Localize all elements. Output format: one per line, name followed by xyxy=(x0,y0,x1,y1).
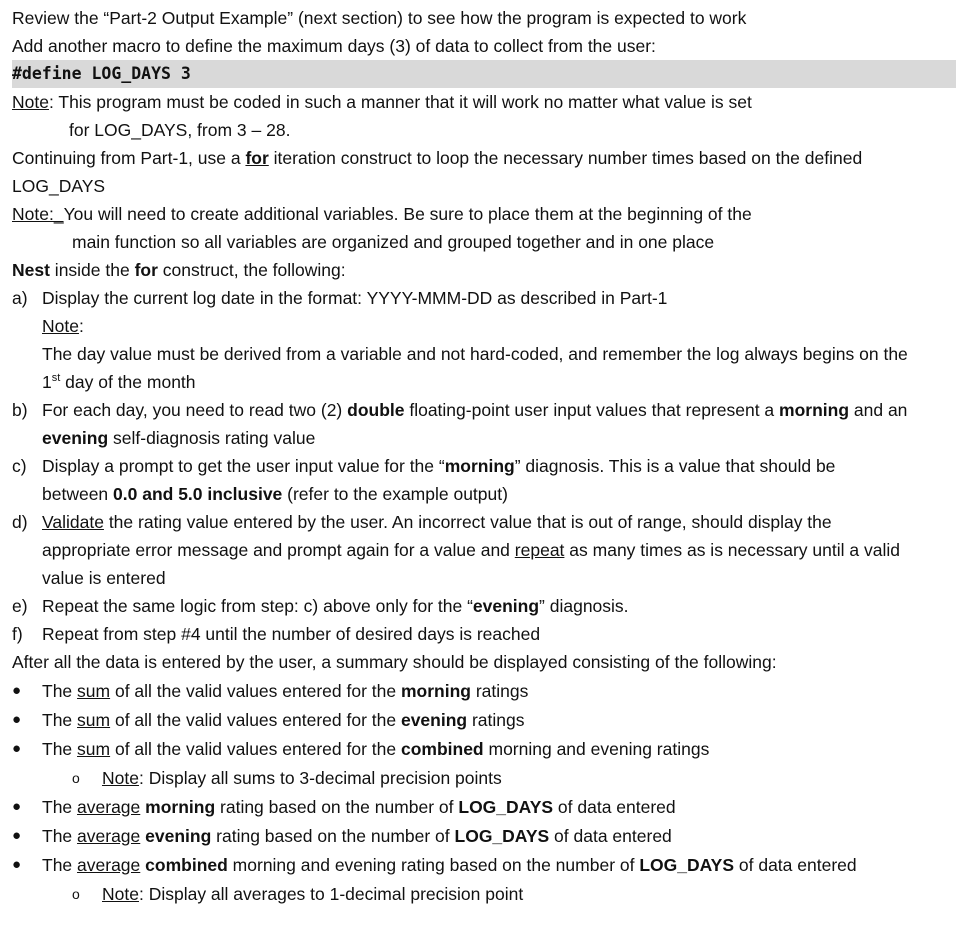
text: of data entered xyxy=(553,796,676,817)
step-text: Display the current log date in the format: YYYY-MMM-DD as described in Part-1 xyxy=(42,288,668,308)
text: floating-point user input values that represent a xyxy=(404,400,780,420)
step-b xyxy=(12,396,962,424)
text: : Display all sums to 3-decimal precision points xyxy=(138,767,502,788)
code-block: #define LOG_DAYS 3 xyxy=(12,60,956,88)
step-label: c) xyxy=(12,456,27,476)
bullet-avg-morning xyxy=(12,792,962,821)
continuing-line xyxy=(12,144,962,172)
note-2 xyxy=(12,200,962,228)
keyword: morning xyxy=(400,680,471,701)
intro-line-1: Review the “Part-2 Output Example” (next section) to see how the program is expected to work xyxy=(12,8,747,28)
step-f xyxy=(12,620,962,648)
continuing-line-2: LOG_DAYS xyxy=(12,176,106,196)
keyword: LOG_DAYS xyxy=(458,796,554,817)
keyword: evening xyxy=(472,596,540,616)
note-label: Note xyxy=(12,92,49,112)
text: ” diagnosis. This is a value that should be xyxy=(514,456,836,476)
step-e xyxy=(12,592,962,620)
step-a-detail-2 xyxy=(12,368,962,396)
bullet-sum-combined xyxy=(12,734,962,763)
sub-bullet-avgs-note xyxy=(12,879,962,908)
text: : xyxy=(78,316,84,336)
text: Display a prompt to get the user input value for the “ xyxy=(42,456,445,476)
text: rating based on the number of xyxy=(215,796,459,817)
text: iteration construct to loop the necessary number times based on the defined xyxy=(268,148,863,168)
keyword: evening xyxy=(145,825,212,846)
text: (refer to the example output) xyxy=(282,484,508,504)
step-label: f) xyxy=(12,624,23,644)
underlined-text: average xyxy=(77,825,141,846)
keyword: 0.0 and 5.0 inclusive xyxy=(113,484,283,504)
text: : Display all averages to 1-decimal precision point xyxy=(138,883,524,904)
step-d-cont xyxy=(12,536,962,564)
step-b-cont xyxy=(12,424,962,452)
text: of data entered xyxy=(549,825,672,846)
step-label: d) xyxy=(12,512,28,532)
underlined-text: repeat xyxy=(514,540,565,560)
text: as many times as is necessary until a valid xyxy=(564,540,900,560)
note-label: Note xyxy=(42,316,79,336)
text: inside the xyxy=(49,260,135,280)
keyword: evening xyxy=(42,428,109,448)
keyword: morning xyxy=(444,456,515,476)
step-label: b) xyxy=(12,400,28,420)
keyword-nest: Nest xyxy=(12,260,50,280)
underlined-text: sum xyxy=(77,680,111,701)
bullet-icon: ● xyxy=(12,681,22,699)
sub-bullet-icon: o xyxy=(72,885,80,902)
bullet-icon: ● xyxy=(12,826,22,844)
keyword: combined xyxy=(400,738,484,759)
text: of all the valid values entered for the xyxy=(110,709,401,730)
text: ” diagnosis. xyxy=(539,596,629,616)
underlined-text: sum xyxy=(77,738,111,759)
bullet-icon: ● xyxy=(12,710,22,728)
bullet-sum-evening xyxy=(12,705,962,734)
underlined-text: sum xyxy=(77,709,111,730)
text: Repeat the same logic from step: c) above only for the “ xyxy=(42,596,473,616)
note-label: Note xyxy=(102,883,139,904)
keyword: combined xyxy=(145,854,228,875)
text: rating based on the number of xyxy=(211,825,455,846)
note-label: Note xyxy=(102,767,139,788)
note-label: Note:_ xyxy=(12,204,64,224)
bullet-avg-evening xyxy=(12,821,962,850)
text: and an xyxy=(849,400,908,420)
underlined-text: average xyxy=(77,796,141,817)
step-text: Repeat from step #4 until the number of desired days is reached xyxy=(42,624,541,644)
keyword: evening xyxy=(400,709,468,730)
after-line: After all the data is entered by the user, a summary should be displayed consisting of the following: xyxy=(12,652,777,672)
keyword: LOG_DAYS xyxy=(639,854,735,875)
text: between xyxy=(42,484,114,504)
text: morning and evening rating based on the number of xyxy=(227,854,640,875)
step-a-note xyxy=(12,312,962,340)
text: The xyxy=(42,825,78,846)
note-text: : This program must be coded in such a manner that it will work no matter what value is set xyxy=(48,92,752,112)
keyword: morning xyxy=(145,796,216,817)
step-c-cont xyxy=(12,480,962,508)
text: The xyxy=(42,738,78,759)
document-body xyxy=(12,4,962,908)
bullet-icon: ● xyxy=(12,739,22,757)
text: construct, the following: xyxy=(157,260,346,280)
text: of all the valid values entered for the xyxy=(110,680,401,701)
keyword: morning xyxy=(779,400,850,420)
underlined-text: Validate xyxy=(42,512,104,532)
text: the rating value entered by the user. An incorrect value that is out of range, should display the xyxy=(103,512,832,532)
step-c xyxy=(12,452,962,480)
step-a-detail-1: The day value must be derived from a variable and not hard-coded, and remember the log always begins on the xyxy=(42,344,908,364)
text: The xyxy=(42,796,78,817)
text: ratings xyxy=(467,709,525,730)
text: of all the valid values entered for the xyxy=(110,738,401,759)
step-label: a) xyxy=(12,288,28,308)
text: morning and evening ratings xyxy=(483,738,710,759)
text: For each day, you need to read two (2) xyxy=(42,400,348,420)
text: The xyxy=(42,680,78,701)
bullet-icon: ● xyxy=(12,797,22,815)
text: 1 xyxy=(42,372,52,392)
step-d-cont-2: value is entered xyxy=(42,568,166,588)
note-1-cont: for LOG_DAYS, from 3 – 28. xyxy=(69,120,291,140)
text: The xyxy=(42,854,78,875)
sub-bullet-icon: o xyxy=(72,769,80,786)
note-2-cont: main function so all variables are organized and grouped together and in one place xyxy=(72,232,715,252)
superscript: st xyxy=(51,372,61,385)
note-text: You will need to create additional variables. Be sure to place them at the beginning of the xyxy=(63,204,752,224)
text: day of the month xyxy=(60,372,196,392)
text: of data entered xyxy=(734,854,857,875)
keyword-for: for xyxy=(245,148,269,168)
text: The xyxy=(42,709,78,730)
text: self-diagnosis rating value xyxy=(108,428,316,448)
text: Continuing from Part-1, use a xyxy=(12,148,246,168)
bullet-avg-combined xyxy=(12,850,962,879)
intro-line-2: Add another macro to define the maximum days (3) of data to collect from the user: xyxy=(12,36,656,56)
step-label: e) xyxy=(12,596,28,616)
bullet-sum-morning xyxy=(12,676,962,705)
text: ratings xyxy=(470,680,529,701)
bullet-icon: ● xyxy=(12,855,22,873)
nest-line xyxy=(12,256,962,284)
keyword-for: for xyxy=(134,260,158,280)
step-a xyxy=(12,284,962,312)
step-d xyxy=(12,508,962,536)
keyword: LOG_DAYS xyxy=(454,825,550,846)
sub-bullet-sums-note xyxy=(12,763,962,792)
keyword: double xyxy=(347,400,405,420)
underlined-text: average xyxy=(77,854,141,875)
note-1 xyxy=(12,88,962,116)
text: appropriate error message and prompt again for a value and xyxy=(42,540,515,560)
